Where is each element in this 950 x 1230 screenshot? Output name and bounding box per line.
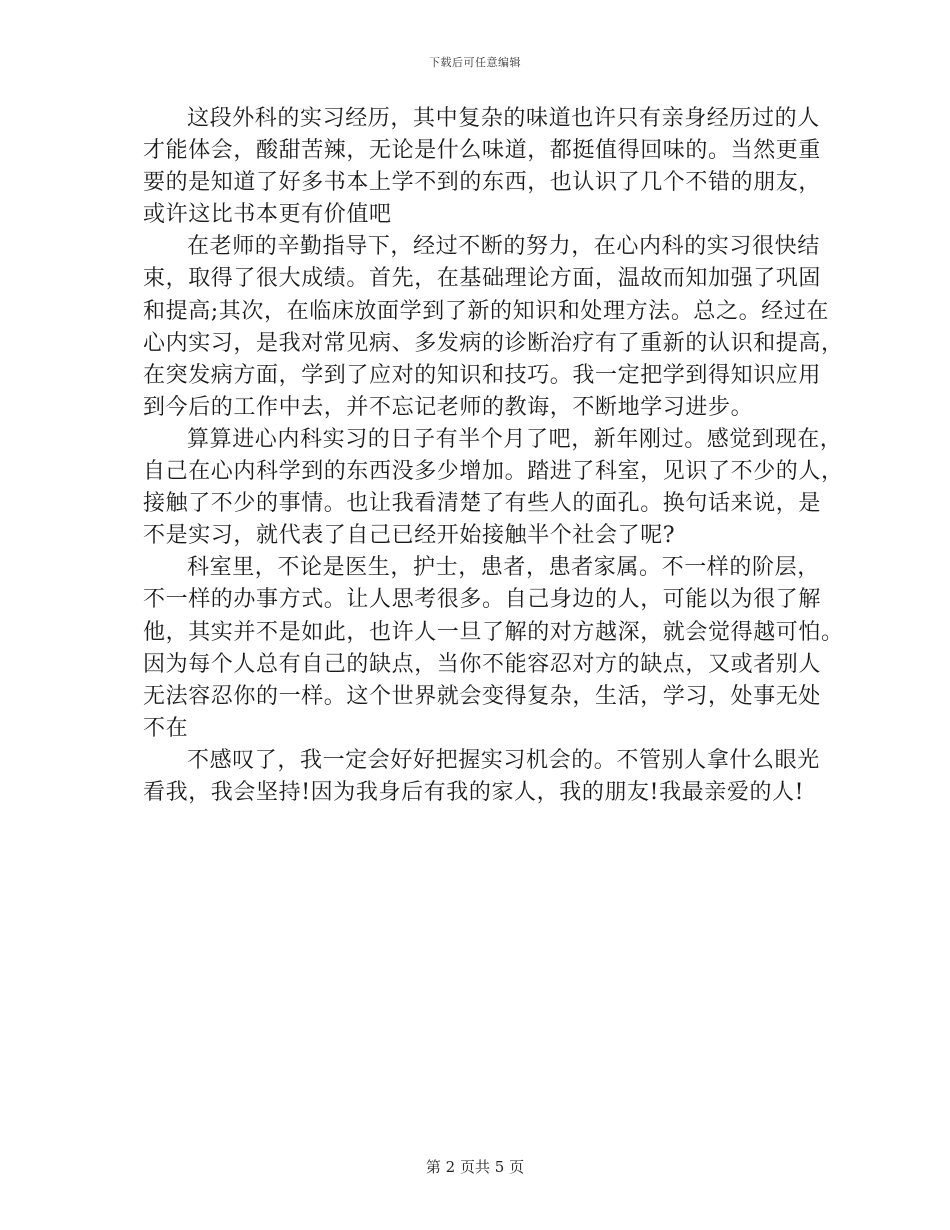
header-note: 下载后可任意编辑 xyxy=(429,56,521,69)
paragraph xyxy=(143,231,844,424)
text-line: 才能体会，酸甜苦辣，无论是什么味道，都挺值得回味的。当然更重 xyxy=(143,138,822,164)
text-line: 算算进心内科实习的日子有半个月了吧，新年刚过。感觉到现在， xyxy=(187,426,843,452)
text-line: 不一样的办事方式。让人思考很多。自己身边的人，可能以为很了解 xyxy=(143,587,822,613)
body-text xyxy=(143,103,844,809)
page-number: 第 2 页共 5 页 xyxy=(425,1158,525,1176)
text-line: 或许这比书本更有价值吧 xyxy=(143,202,392,228)
text-line: 看我，我会坚持!因为我身后有我的家人，我的朋友!我最亲爱的人! xyxy=(143,779,805,805)
paragraph xyxy=(143,424,844,552)
text-line: 束，取得了很大成绩。首先，在基础理论方面，温故而知加强了巩固 xyxy=(143,266,822,292)
paragraph xyxy=(143,745,820,809)
text-line: 到今后的工作中去，并不忘记老师的教诲，不断地学习进步。 xyxy=(143,394,754,420)
text-line: 要的是知道了好多书本上学不到的东西，也认识了几个不错的朋友， xyxy=(143,170,822,196)
text-line: 心内实习，是我对常见病、多发病的诊断治疗有了重新的认识和提高， xyxy=(143,330,844,356)
text-line: 无法容忍你的一样。这个世界就会变得复杂，生活，学习，处事无处 xyxy=(143,683,822,709)
text-line: 不在 xyxy=(143,715,189,741)
text-line: 和提高;其次，在临床放面学到了新的知识和处理方法。总之。经过在 xyxy=(143,298,830,324)
text-line: 他，其实并不是如此，也许人一旦了解的对方越深，就会觉得越可怕。 xyxy=(143,619,844,645)
paragraph xyxy=(143,552,844,745)
text-line: 这段外科的实习经历，其中复杂的味道也许只有亲身经历过的人 xyxy=(187,106,820,131)
paragraph xyxy=(143,103,822,231)
text-line: 不是实习，就代表了自己已经开始接触半个社会了呢? xyxy=(143,523,676,549)
text-line: 科室里，不论是医生，护士，患者，患者家属。不一样的阶层， xyxy=(187,555,820,581)
text-line: 在老师的辛勤指导下，经过不断的努力，在心内科的实习很快结 xyxy=(187,234,820,260)
text-line: 自己在心内科学到的东西没多少增加。踏进了科室，见识了不少的人， xyxy=(143,459,844,485)
text-line: 接触了不少的事情。也让我看清楚了有些人的面孔。换句话来说，是 xyxy=(143,491,822,517)
text-line: 在突发病方面，学到了应对的知识和技巧。我一定把学到得知识应用 xyxy=(143,362,822,388)
text-line: 因为每个人总有自己的缺点，当你不能容忍对方的缺点，又或者别人 xyxy=(143,651,822,677)
text-line: 不感叹了，我一定会好好把握实习机会的。不管别人拿什么眼光 xyxy=(187,747,820,773)
